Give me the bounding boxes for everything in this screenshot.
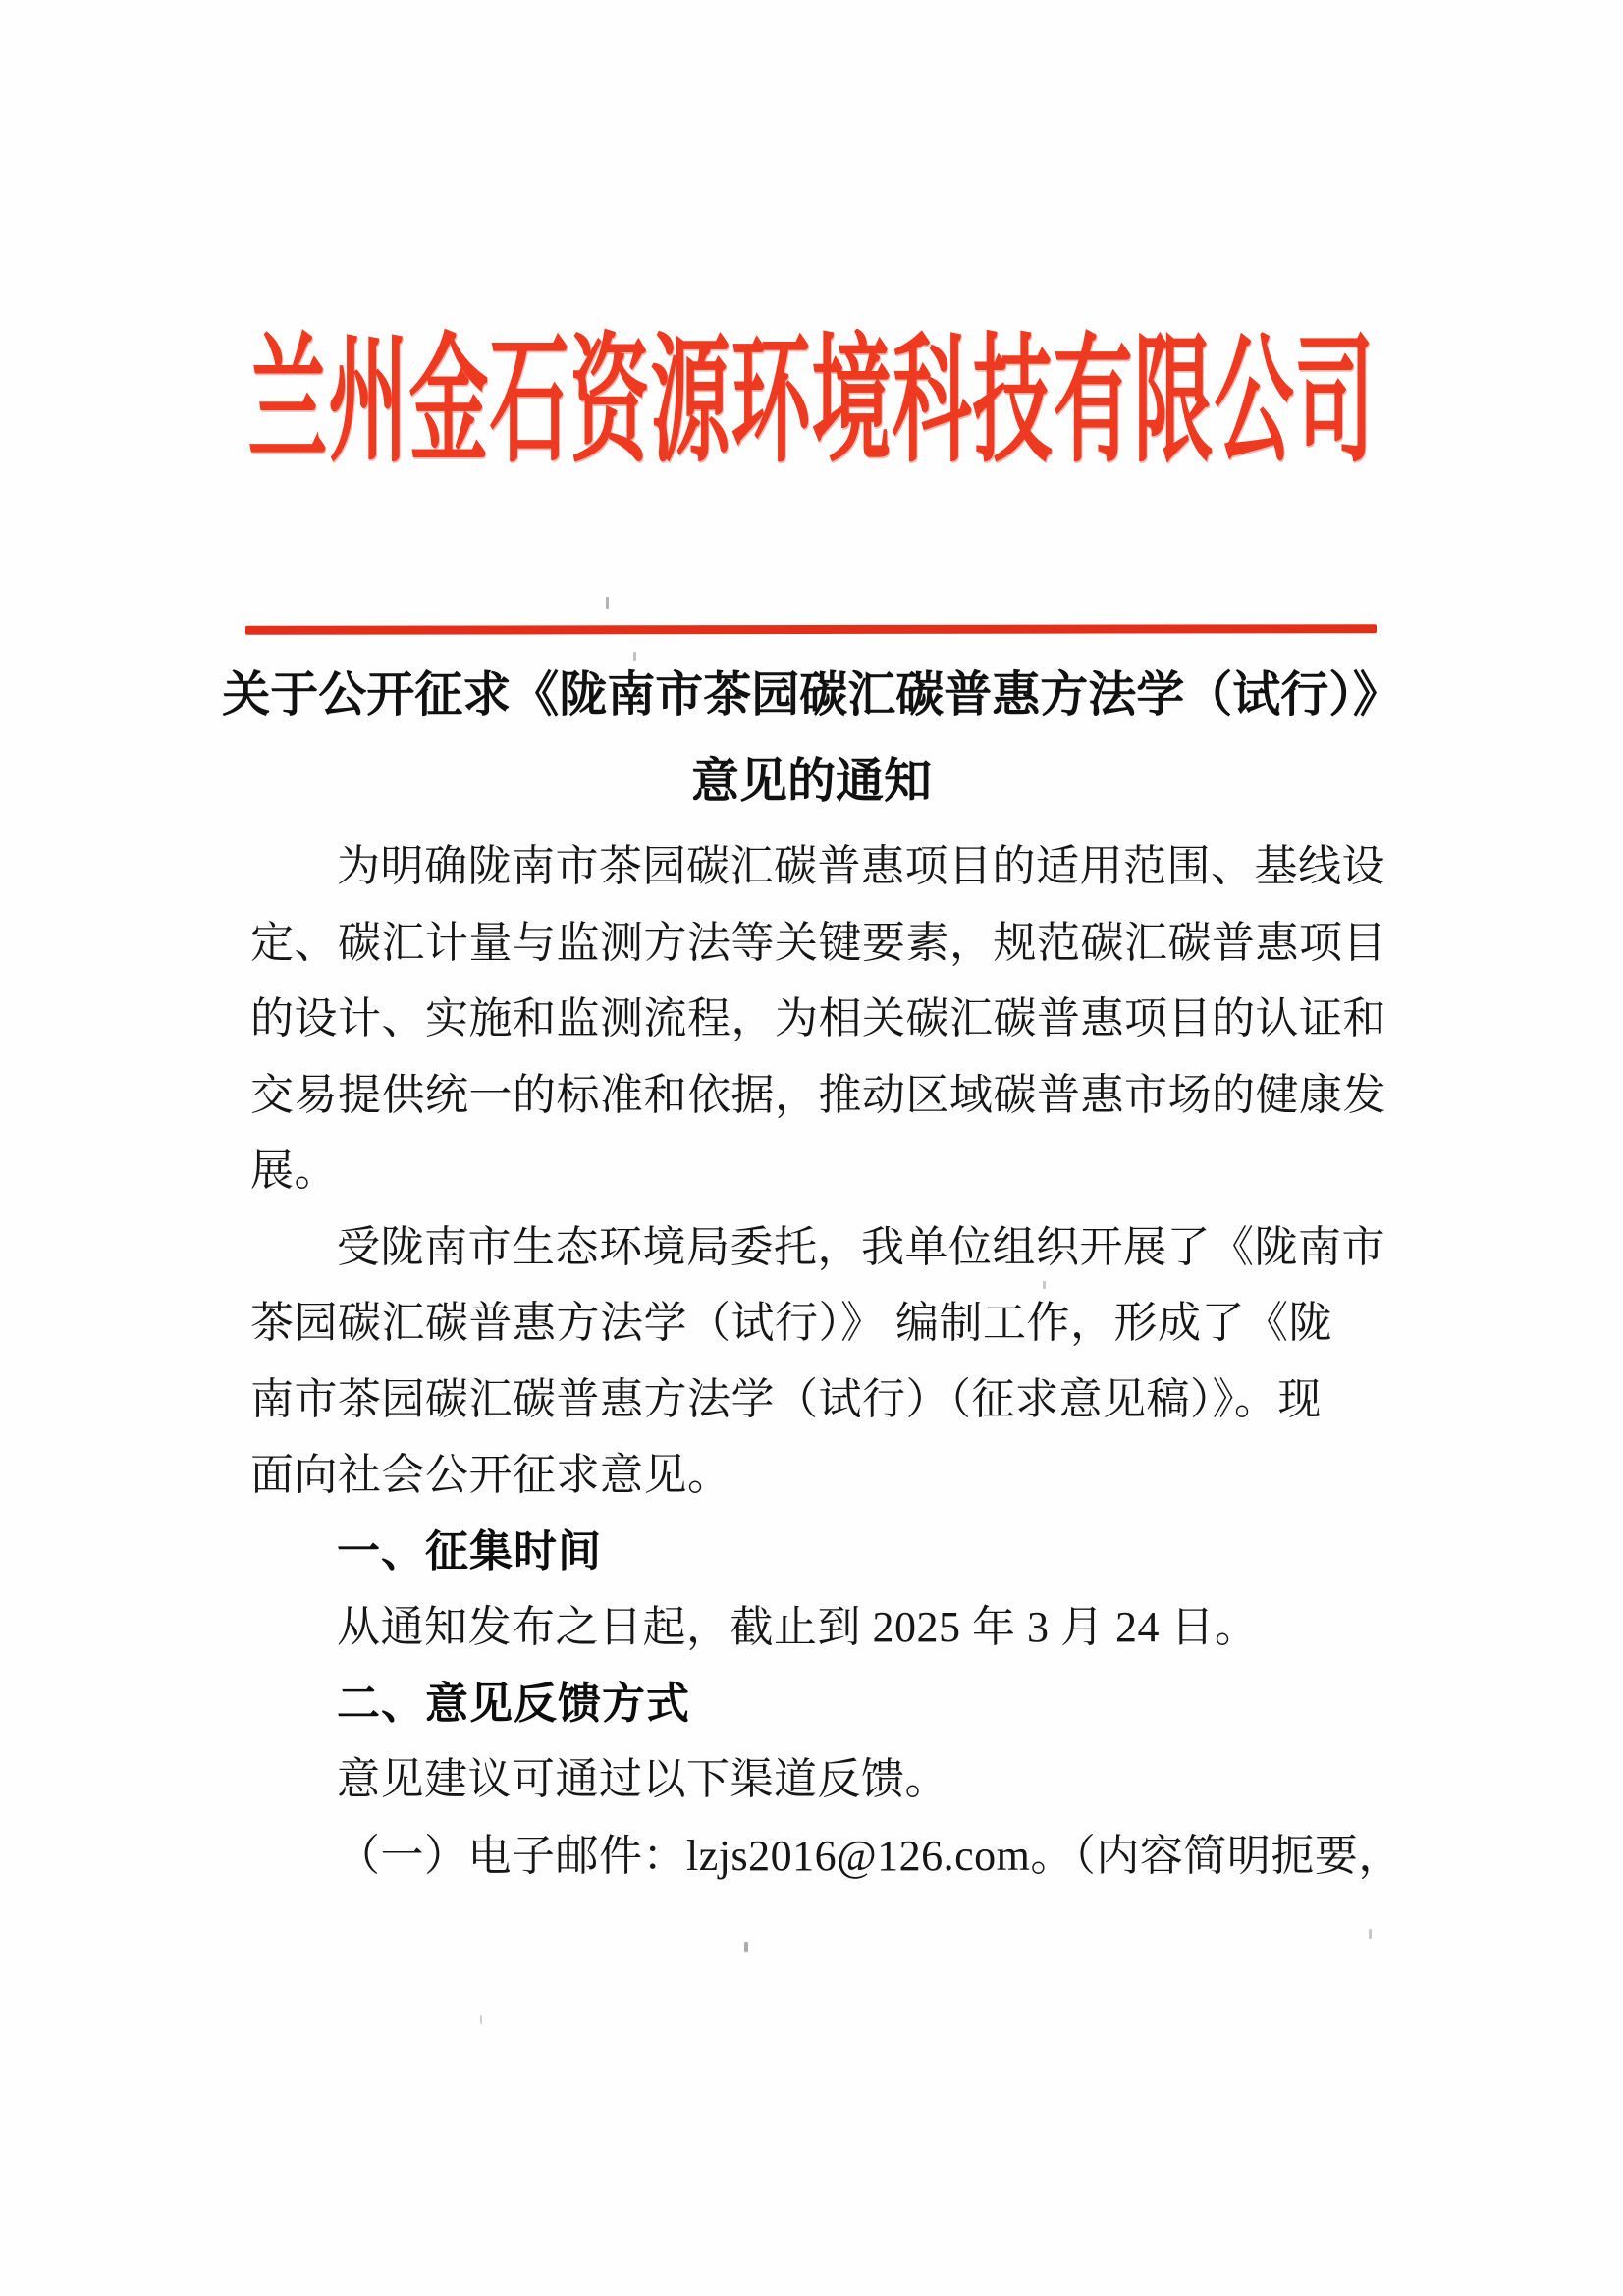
scan-speck	[633, 652, 636, 661]
scan-speck	[480, 2015, 482, 2024]
paragraph2-line: 南市茶园碳汇碳普惠方法学（试行）（征求意见稿）》。现	[250, 1374, 1322, 1423]
red-divider-line	[245, 624, 1377, 635]
notice-title	[0, 652, 1623, 825]
paragraph1-line: 的设计、实施和监测流程，为相关碳汇碳普惠项目的认证和	[250, 994, 1386, 1042]
scan-speck	[744, 1942, 748, 1952]
notice-title-line-1: 关于公开征求《陇南市茶园碳汇碳普惠方法学（试行）》	[222, 667, 1401, 721]
section2-item-email: （一）电子邮件：lzjs2016@126.com。（内容简明扼要，	[337, 1831, 1402, 1880]
company-letterhead: 兰州金石资源环境科技有限公司	[247, 325, 1376, 480]
paragraph1-line: 为明确陇南市茶园碳汇碳普惠项目的适用范围、基线设	[337, 842, 1385, 890]
section2-heading: 二、意见反馈方式	[337, 1679, 690, 1728]
notice-title-line-2: 意见的通知	[690, 754, 932, 808]
paragraph1-line: 定、碳汇计量与监测方法等关键要素，规范碳汇碳普惠项目	[250, 918, 1386, 967]
scan-speck	[1043, 1281, 1046, 1289]
section1-body: 从通知发布之日起，截止到 2025 年 3 月 24 日。	[337, 1603, 1259, 1651]
paragraph2-line: 茶园碳汇碳普惠方法学（试行）》 编制工作，形成了《陇	[250, 1299, 1332, 1347]
paragraph2-line: 受陇南市生态环境局委托，我单位组织开展了《陇南市	[337, 1222, 1385, 1271]
paragraph1-line: 交易提供统一的标准和依据，推动区域碳普惠市场的健康发	[250, 1070, 1386, 1119]
scan-speck	[1369, 1929, 1372, 1939]
scan-speck	[606, 597, 609, 609]
paragraph1-line: 展。	[250, 1147, 338, 1195]
paragraph2-line: 面向社会公开征求意见。	[250, 1451, 731, 1499]
section2-body: 意见建议可通过以下渠道反馈。	[337, 1755, 948, 1803]
section1-heading: 一、征集时间	[337, 1526, 602, 1575]
notice-body	[250, 828, 1402, 1894]
